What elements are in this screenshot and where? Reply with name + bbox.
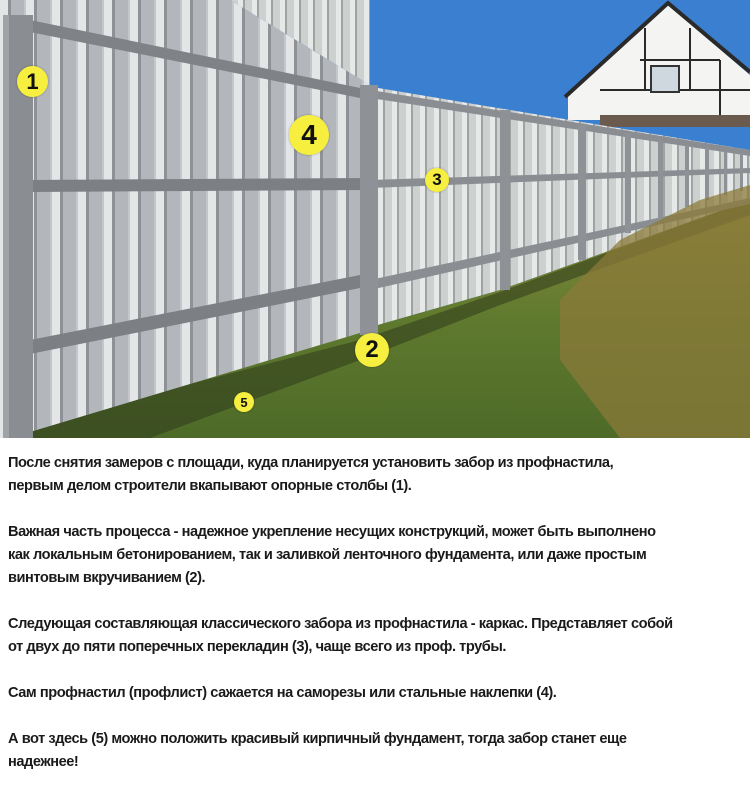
paragraph-line: первым делом строители вкапывают опорные столбы (1). — [8, 478, 412, 494]
paragraph-brick-base — [8, 728, 748, 774]
paragraph-foundation — [8, 521, 748, 590]
paragraph-posts — [8, 452, 748, 498]
paragraph-line: Сам профнастил (профлист) сажается на саморезы или стальные наклепки (4). — [8, 685, 557, 701]
paragraph-frame — [8, 613, 748, 659]
marker-4: 4 — [289, 115, 329, 155]
marker-1: 1 — [17, 66, 48, 97]
paragraph-line: Важная часть процесса - надежное укрепление несущих конструкций, может быть выполнено — [8, 524, 656, 540]
paragraph-line: надежнее! — [8, 754, 79, 770]
marker-5: 5 — [234, 392, 254, 412]
paragraph-line: винтовым вкручиванием (2). — [8, 570, 206, 586]
paragraph-line: от двух до пяти поперечных перекладин (3), чаще всего из проф. трубы. — [8, 639, 506, 655]
paragraph-line: А вот здесь (5) можно положить красивый кирпичный фундамент, тогда забор станет еще — [8, 731, 627, 747]
paragraph-line: После снятия замеров с площади, куда планируется установить забор из профнастила, — [8, 455, 614, 471]
marker-3: 3 — [425, 168, 449, 192]
paragraph-sheets — [8, 682, 748, 705]
paragraph-line: Следующая составляющая классического забора из профнастила - каркас. Представляет собой — [8, 616, 673, 632]
paragraph-line: как локальным бетонированием, так и заливкой ленточного фундамента, или даже простым — [8, 547, 647, 563]
description-text — [8, 452, 748, 797]
marker-2: 2 — [355, 333, 389, 367]
